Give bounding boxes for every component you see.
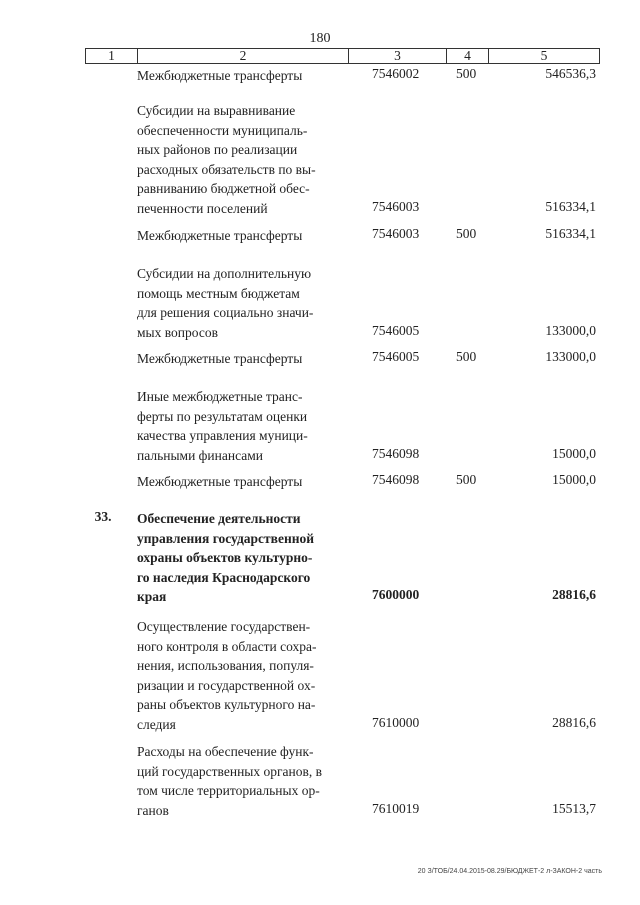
description-line: ганов xyxy=(137,802,169,818)
description-line: качества управления муници- xyxy=(137,428,308,443)
header-col-3: 3 xyxy=(348,48,447,64)
row-code: 7546098 xyxy=(372,445,420,461)
description-line: ризации и государственной ох- xyxy=(137,677,316,693)
header-col-2: 2 xyxy=(137,48,349,64)
row-amount: 133000,0 xyxy=(545,349,596,364)
row-description xyxy=(137,264,345,342)
description-line: нения, использования, популя- xyxy=(137,658,314,673)
row-amount: 546536,3 xyxy=(545,66,596,81)
description-line: Субсидии на выравнивание xyxy=(137,103,296,118)
description-line: ферты по результатам оценки xyxy=(137,408,308,424)
description-line: Обеспечение деятельности xyxy=(137,511,301,526)
description-line: го наследия Краснодарского xyxy=(137,569,311,585)
row-description xyxy=(137,509,345,607)
description-line: Расходы на обеспечение функ- xyxy=(137,744,314,759)
row-code: 7546098 xyxy=(372,472,420,487)
row-number: 33. xyxy=(94,509,112,524)
description-line: расходных обязательств по вы- xyxy=(137,161,316,177)
row-description xyxy=(137,66,345,86)
row-amount: 516334,1 xyxy=(545,198,596,214)
row-code: 7546003 xyxy=(372,226,420,241)
description-line: ций государственных органов, в xyxy=(137,763,322,779)
description-line: управления государственной xyxy=(137,530,315,546)
row-code: 7546003 xyxy=(372,198,420,214)
description-line: мых вопросов xyxy=(137,324,218,340)
description-line: пальными финансами xyxy=(137,447,263,463)
header-col-5: 5 xyxy=(488,48,600,64)
description-line: края xyxy=(137,589,167,604)
row-amount: 28816,6 xyxy=(552,714,596,730)
row-description xyxy=(137,349,345,369)
row-code: 7546005 xyxy=(372,349,420,364)
header-col-1: 1 xyxy=(85,48,138,64)
description-line: печенности поселений xyxy=(137,200,268,216)
description-line: Осуществление государствен- xyxy=(137,619,311,634)
description-line: Субсидии на дополнительную xyxy=(137,266,312,281)
description-line: Межбюджетные трансферты xyxy=(137,474,303,489)
description-line: следия xyxy=(137,716,176,732)
description-line: ного контроля в области сохра- xyxy=(137,638,317,654)
description-line: ных районов по реализации xyxy=(137,142,298,157)
row-code: 7546005 xyxy=(372,322,420,338)
row-amount: 133000,0 xyxy=(545,322,596,338)
row-code: 7546002 xyxy=(372,66,420,81)
row-amount: 15000,0 xyxy=(552,445,596,461)
row-description xyxy=(137,387,345,465)
description-line: для решения социально значи- xyxy=(137,305,314,320)
row-expense-type: 500 xyxy=(456,349,477,364)
row-amount: 28816,6 xyxy=(552,587,596,602)
row-code: 7610019 xyxy=(372,800,420,816)
row-amount: 15513,7 xyxy=(552,800,596,816)
row-description xyxy=(137,472,345,492)
row-description xyxy=(137,226,345,246)
row-expense-type: 500 xyxy=(456,472,477,487)
row-amount: 516334,1 xyxy=(545,226,596,241)
header-col-4: 4 xyxy=(446,48,489,64)
footer-reference: 20 З/ТОБ/24.04.2015-08.29/БЮДЖЕТ-2 л-ЗАКОН-2 часть xyxy=(417,868,602,875)
description-line: охраны объектов культурно- xyxy=(137,550,313,565)
description-line: равниванию бюджетной обес- xyxy=(137,181,310,196)
description-line: Межбюджетные трансферты xyxy=(137,228,303,243)
row-description xyxy=(137,101,345,218)
row-code: 7600000 xyxy=(372,587,420,602)
description-line: Межбюджетные трансферты xyxy=(137,351,303,366)
description-line: обеспеченности муниципаль- xyxy=(137,122,308,138)
description-line: раны объектов культурного на- xyxy=(137,697,316,712)
description-line: Иные межбюджетные транс- xyxy=(137,389,303,404)
page-number: 180 xyxy=(309,31,331,46)
description-line: помощь местным бюджетам xyxy=(137,285,300,301)
row-amount: 15000,0 xyxy=(552,472,596,487)
row-expense-type: 500 xyxy=(456,66,477,81)
row-description xyxy=(137,742,345,820)
row-description xyxy=(137,617,345,734)
description-line: Межбюджетные трансферты xyxy=(137,68,303,83)
row-code: 7610000 xyxy=(372,714,420,730)
row-expense-type: 500 xyxy=(456,226,477,241)
description-line: том числе территориальных ор- xyxy=(137,783,320,798)
